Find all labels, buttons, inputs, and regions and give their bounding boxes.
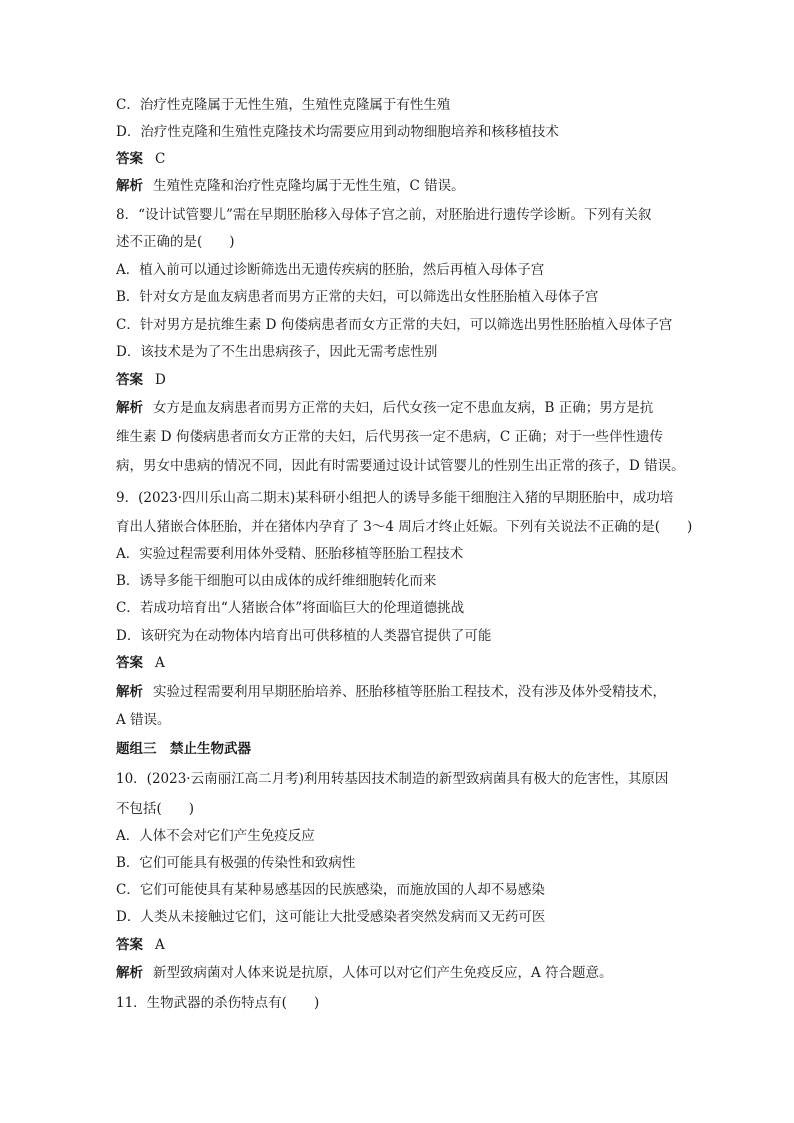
q9-option-a: A．实验过程需要利用体外受精、胚胎移植等胚胎工程技术 — [116, 546, 464, 562]
q11-stem-line1: 11．生物武器的杀伤特点有( ) — [116, 995, 320, 1011]
q10-answer-row — [116, 936, 688, 954]
q9-option-b: B．诱导多能干细胞可以由成体的成纤维细胞转化而来 — [116, 573, 437, 589]
q8-stem-line1: 8．“设计试管婴儿”需在早期胚胎移入母体子宫之前，对胚胎进行遗传学诊断。下列有关叙 — [116, 207, 652, 223]
answer-label: 答案 — [116, 151, 143, 167]
answer-value: C — [155, 151, 166, 167]
answer-label: 答案 — [116, 655, 143, 671]
q9-analysis-line1 — [116, 683, 688, 701]
answer-label: 答案 — [116, 372, 143, 388]
q7-analysis-row — [116, 177, 688, 195]
analysis-text: 新型致病菌对人体来说是抗原，人体可以对它们产生免疫反应，A 符合题意。 — [153, 965, 613, 981]
q8-analysis-line2: 维生素 D 佝偻病患者而女方正常的夫妇，后代男孩一定不患病，C 正确；对于一些伴性遗传 — [116, 429, 664, 445]
q9-option-c: C．若成功培育出“人猪嵌合体”将面临巨大的伦理道德挑战 — [116, 600, 465, 616]
q10-stem-line1: 10．(2023·云南丽江高二月考)利用转基因技术制造的新型致病菌具有极大的危害性，其原因 — [116, 771, 669, 787]
q10-analysis-row — [116, 964, 688, 982]
answer-value: A — [155, 937, 165, 953]
q8-option-d: D．该技术是为了不生出患病孩子，因此无需考虑性别 — [116, 344, 438, 360]
q10-option-c: C．它们可能使具有某种易感基因的民族感染，而施放国的人却不易感染 — [116, 882, 545, 898]
answer-value: D — [155, 372, 166, 388]
q8-option-b: B．针对女方是血友病患者而男方正常的夫妇，可以筛选出女性胚胎植入母体子宫 — [116, 289, 599, 305]
q9-option-d: D．该研究为在动物体内培育出可供移植的人类器官提供了可能 — [116, 628, 492, 644]
analysis-text: 生殖性克隆和治疗性克隆均属于无性生殖，C 错误。 — [153, 178, 465, 194]
q10-option-d: D．人类从未接触过它们，这可能让大批受感染者突然发病而又无药可医 — [116, 909, 546, 925]
q7-answer-row — [116, 150, 688, 168]
analysis-label: 解析 — [116, 400, 143, 416]
q8-analysis-line1 — [116, 399, 688, 417]
q9-analysis-line2: A 错误。 — [116, 712, 171, 728]
q8-stem-line2: 述不正确的是( ) — [116, 234, 235, 250]
analysis-label: 解析 — [116, 178, 143, 194]
analysis-text: 女方是血友病患者而男方正常的夫妇，后代女孩一定不患血友病，B 正确；男方是抗 — [153, 400, 654, 416]
analysis-text: 实验过程需要利用早期胚胎培养、胚胎移植等胚胎工程技术，没有涉及体外受精技术， — [153, 684, 666, 700]
q7-option-d: D．治疗性克隆和生殖性克隆技术均需要应用到动物细胞培养和核移植技术 — [116, 124, 559, 140]
q10-stem-line2: 不包括( ) — [116, 801, 195, 817]
analysis-label: 解析 — [116, 684, 143, 700]
q8-analysis-line3: 病，男女中患病的情况不同，因此有时需要通过设计试管婴儿的性别生出正常的孩子，D 错误。 — [116, 458, 685, 474]
q7-option-c: C．治疗性克隆属于无性生殖，生殖性克隆属于有性生殖 — [116, 97, 451, 113]
q8-answer-row — [116, 371, 688, 389]
analysis-label: 解析 — [116, 965, 143, 981]
section-heading: 题组三 禁止生物武器 — [116, 741, 251, 757]
q10-option-a: A．人体不会对它们产生免疫反应 — [116, 828, 315, 844]
q9-answer-row — [116, 654, 688, 672]
q9-stem-line2: 育出人猪嵌合体胚胎，并在猪体内孕育了 3～4 周后才终止妊娠。下列有关说法不正确的是( ) — [116, 519, 693, 535]
answer-label: 答案 — [116, 937, 143, 953]
q10-option-b: B．它们可能具有极强的传染性和致病性 — [116, 855, 356, 871]
answer-value: A — [155, 655, 165, 671]
q9-stem-line1: 9．(2023·四川乐山高二期末)某科研小组把人的诱导多能干细胞注入猪的早期胚胎中，成功培 — [116, 490, 674, 506]
q8-option-c: C．针对男方是抗维生素 D 佝偻病患者而女方正常的夫妇，可以筛选出男性胚胎植入母体子宫 — [116, 317, 673, 333]
q8-option-a: A．植入前可以通过诊断筛选出无遗传疾病的胚胎，然后再植入母体子宫 — [116, 262, 545, 278]
